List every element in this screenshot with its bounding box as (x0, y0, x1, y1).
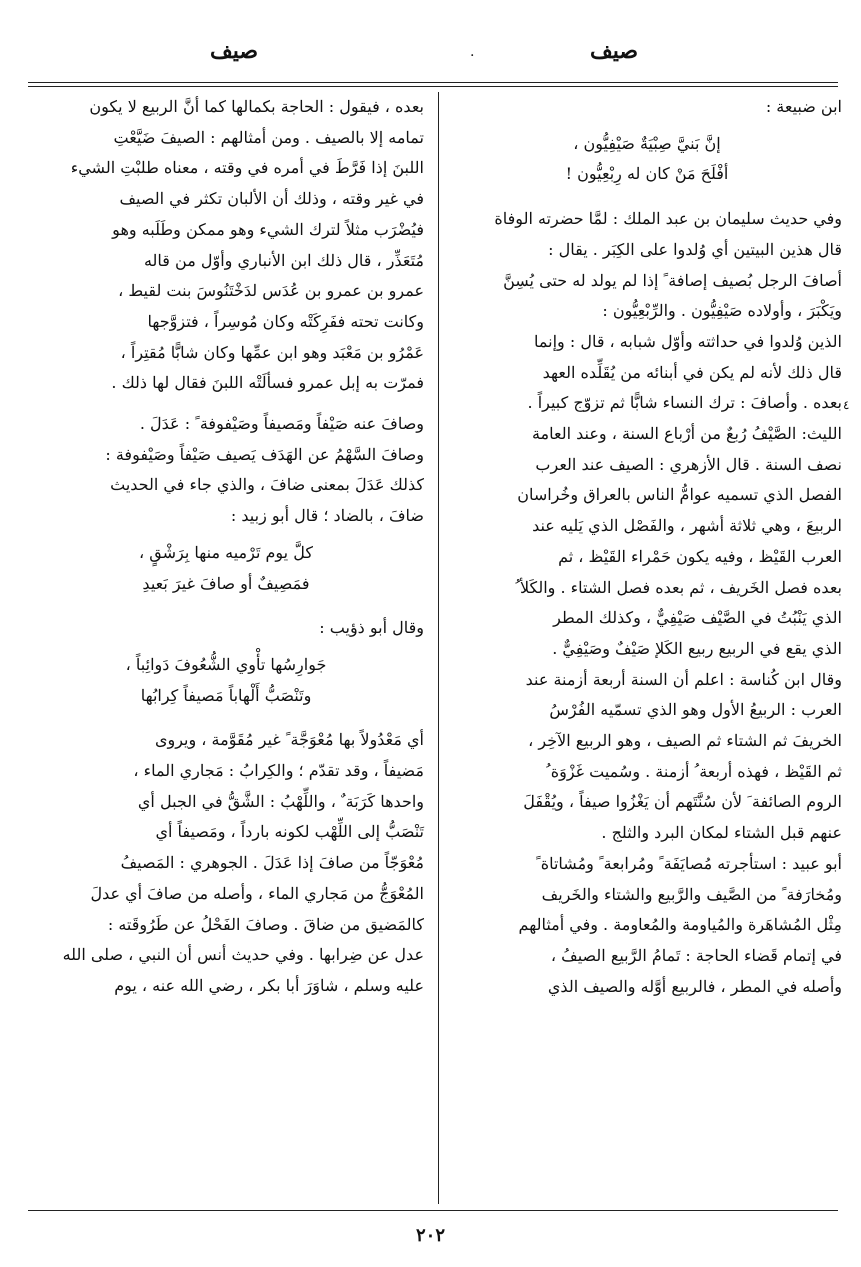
text-line: واحدها كَرَبَة ٌ ، واللِّهْبُ : الشَّقُّ في الجبل أي (137, 791, 424, 811)
header-rule-thin (28, 86, 838, 87)
verse-line: وتَنْصَبُّ أَلْهاباً مَصيفاً كِرابُها (140, 685, 312, 705)
text-line: عدل عن ضِرابها . وفي حديث أنس أن النبي ، صلى الله (62, 945, 424, 965)
verse-line: جَوارِسُها تأْوي الشُّعُوفَ دَوائِباً ، (125, 654, 327, 674)
text-line: ومُخارَفة ً من الصَّيف والرَّبيع والشتاء والخَريف (541, 884, 842, 904)
text-line: مِثْل المُشاهَرة والمُياومة والمُعاومة . وفي أمثالهم (518, 915, 842, 935)
text-line: ويَكْبَرَ ، وأولاده صَيْفِيُّون . والرِّبْعِيُّون : (602, 301, 842, 321)
text-line: مَضيفاً ، وقد تقدّم ؛ والكِرابُ : مَجاري الماء ، (133, 761, 424, 781)
text-line: وصافَ عنه صَيْفاً ومَصيفاً وصَيْفوفة ً : عَدَلَ . (139, 414, 424, 434)
text-line: وكانت تحته ففَرِكَتْه وكان مُوسِراً ، فتزوَّجها (147, 311, 424, 331)
verse-block (452, 129, 842, 190)
text-line: كذلك عَدَلَ بمعنى ضافَ ، والذي جاء في الحديث (110, 475, 424, 495)
text-line: عليه وسلم ، شاوَرَ أبا بكر ، رضي الله عنه ، يوم (114, 975, 424, 995)
running-header-left: صيف (210, 38, 259, 64)
text-line: عَمْرُو بن مَعْبَد وهو ابن عمِّها وكان شابًّا مُقتِراً ، (120, 342, 424, 362)
text-line: المُعْوَجُّ من مَجاري الماء ، وأصله من صافَ أي عدلَ (90, 883, 424, 903)
verse-line: كلَّ يوم تَرْميه منها بِرَشْقٍ ، (139, 542, 313, 562)
text-line: اللبنَ إذا فَرَّطَ في أمره في وقته ، معناه طلبْتِ الشيء (70, 158, 424, 178)
text-line: أبو عبيد : استأجرته مُصايَفَة ً ومُرابعة ً ومُشاتاة ً (536, 853, 842, 873)
text-line: وقال ابن كُناسة : اعلم أن السنة أربعة أزمنة عند (525, 669, 842, 689)
text-line: فيُضْرَب مثلاً لترك الشيء وهو ممكن وطَلَبه وهو (112, 219, 424, 239)
text-line: مُتَعَذِّر ، قال ذلك ابن الأنباري وأوّل من قاله (143, 250, 424, 270)
text-line: الروم الصائفة َ لأن سُنَّتَهم أن يَغْزُوا صيفاً ، ويُقْفَلَ (523, 792, 842, 812)
header-center-mark: . (470, 44, 475, 60)
right-column (452, 92, 842, 1002)
text-line: الذي يقع في الربيع ربيع الكَلإ صَيْفٌ وصَيْفِيٌّ . (552, 638, 842, 658)
text-line: وأصله في المطر ، فالربيع أوَّله والصيف الذي (547, 976, 842, 996)
text-line: وفي حديث سليمان بن عبد الملك : لمَّا حضرته الوفاة (494, 209, 842, 229)
text-line: عمرو بن عمرو بن عُدَس لدَخْتَنُوسَ بنت لقيط ، (118, 281, 424, 301)
text-line: قال هذين البيتين أي وُلدوا على الكِبَر . يقال : (548, 239, 842, 259)
footer-rule (28, 1210, 838, 1211)
text-line: تَنْصَبُّ إلى اللِّهْب لكونه بارداً ، ومَصيفاً أي (155, 822, 424, 842)
text-line: أي مَعْدُولاً بها مُعْوَجَّة ً غير مُقَوَّمة ، ويروى (154, 730, 424, 750)
text-line: وقال أبو ذؤيب : (319, 618, 424, 638)
text-line: عنهم قبل الشتاء لمكان البرد والثلج . (601, 823, 842, 843)
margin-mark: ٤ (843, 398, 850, 412)
text-line: بعده . وأصافَ : ترك النساء شابًّا ثم تزوّج كبيراً . (527, 393, 842, 413)
text-line: الليث: الصَّيْفُ رُبعٌ من أرْباع السنة ، وعند العامة (531, 424, 842, 444)
text-line: ثم القَيْظ ، فهذه أربعة ُ أزمنة . وسُميت غَزْوَة ُ (546, 761, 842, 781)
text-line: الخريفَ ثم الشتاء ثم الصيف ، وهو الربيع الآخِر ، (528, 731, 842, 751)
page-number: ٢٠٢ (415, 1225, 445, 1246)
text-line: فمرّت به إبل عمرو فسألَتْه اللبنَ فقال لها ذلك . (111, 373, 424, 393)
text-line: أصافَ الرجل بُصيف إصافة ً إذا لم يولد له حتى يُسِنَّ (503, 270, 842, 290)
text-line: الربيعَ ، وهي ثلاثة أشهر ، والفَصْل الذي يَليه عند (532, 516, 842, 536)
text-line: في إتمام قَضاء الحاجة : تَمامُ الرَّبيع الصيفُ ، (550, 945, 842, 965)
text-line: في غير وقته ، وذلك أن الألبان تكثر في الصيف (119, 189, 424, 209)
text-line: تمامه إلا بالصيف . ومن أمثالهم : الصيفَ ضَيَّعْتِ (113, 127, 424, 147)
text-line: قال ذلك لأنه لم يكن في أبنائه من يُقَلِّده العهد (542, 362, 842, 382)
verse-block (28, 650, 424, 711)
text-line: الذين وُلدوا في حداثته وأوّل شبابه ، قال : وإنما (534, 331, 842, 351)
text-line: بعده فصل الخَريف ، ثم بعده فصل الشتاء . والكَلأ ُ (515, 577, 842, 597)
text-line: بعده ، فيقول : الحاجة بكمالها كما أنَّ الربيع لا يكون (89, 97, 424, 116)
verse-line: أفْلَحَ مَنْ كان له رِبْعِيُّون ! (565, 164, 729, 184)
header-rule (28, 82, 838, 83)
verse-line: فمَصِيفٌ أو صافَ غيرَ بَعيدِ (142, 573, 310, 593)
verse-block (28, 538, 424, 599)
column-divider (438, 92, 439, 1204)
text-line: ضافَ ، بالضاد ؛ قال أبو زبيد : (230, 506, 424, 526)
entry-intro: ابن ضبيعة : (765, 97, 842, 116)
text-line: مُعْوَجّاً من صافَ إذا عَدَلَ . الجوهري : المَصيفُ (120, 853, 424, 873)
running-header-right: صيف (590, 38, 639, 64)
text-line: نصف السنة . قال الأزهري : الصيف عند العرب (535, 454, 842, 474)
text-line: كالمَضيق من ضاقَ . وصافَ الفَحْلُ عن طَرُوقَته : (107, 914, 424, 934)
text-line: الفصل الذي تسميه عوامُّ الناس بالعراق وخُراسان (517, 485, 842, 505)
text-line: الذي يَنْبُتُ في الصَّيْف صَيْفِيٌّ ، وكذلك المطر (553, 608, 842, 628)
text-line: العرب القَيْظ ، وفيه يكون حَمْراء القَيْظ ، ثم (558, 546, 842, 566)
text-line: وصافَ السَّهْمُ عن الهَدَف يَصيف صَيْفاً وصَيْفوفة : (105, 444, 424, 464)
verse-line: إنَّ بَنيَّ صِبْيَةٌ صَيْفِيُّون ، (573, 133, 721, 153)
text-line: العرب : الربيعُ الأول وهو الذي تسمّيه الفُرْسُ (549, 700, 842, 720)
left-column (28, 92, 424, 1002)
